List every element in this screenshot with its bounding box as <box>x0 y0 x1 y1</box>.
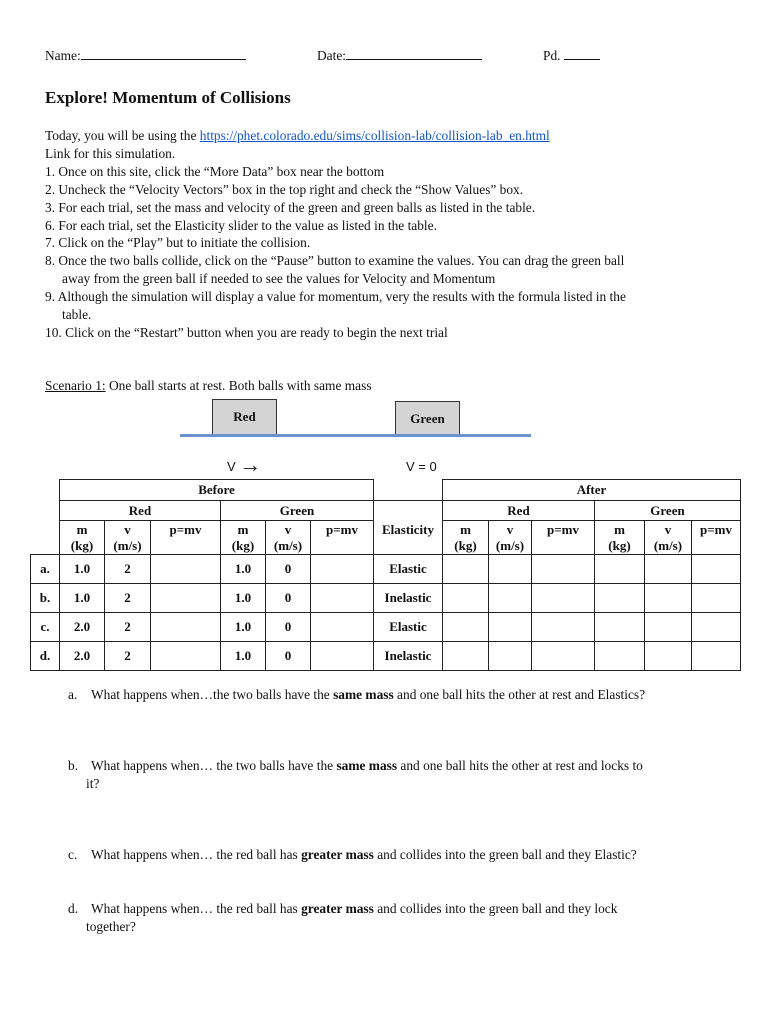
row-label: d. <box>31 642 60 671</box>
red-ball: Red <box>212 399 277 435</box>
col-momentum: p=mv <box>532 521 595 555</box>
instruction-6: 6. For each trial, set the Elasticity slider to the value as listed in the table. <box>45 218 437 233</box>
after-green-momentum-cell[interactable] <box>692 555 741 584</box>
after-red-velocity-cell[interactable] <box>489 642 532 671</box>
col-mass: m (kg) <box>60 521 105 555</box>
before-green-momentum-cell[interactable] <box>311 642 374 671</box>
instruction-10: 10. Click on the “Restart” button when you are ready to begin the next trial <box>45 325 448 340</box>
period-label: Pd. <box>543 48 561 63</box>
track-line <box>180 434 531 437</box>
question-text: What happens when… the red ball has greater mass and collides into the green ball and they Elastic? <box>91 847 637 862</box>
page-title: Explore! Momentum of Collisions <box>45 88 291 107</box>
intro-text: Today, you will be using the <box>45 128 200 143</box>
intro-link-caption: Link for this simulation. <box>45 146 176 161</box>
after-green-velocity-cell[interactable] <box>645 642 692 671</box>
before-green-header: Green <box>221 501 374 521</box>
period-blank[interactable] <box>564 47 600 60</box>
instruction-9-cont: table. <box>62 307 92 322</box>
after-red-velocity-cell[interactable] <box>489 555 532 584</box>
after-red-velocity-cell[interactable] <box>489 613 532 642</box>
table-gap <box>374 480 443 501</box>
red-velocity <box>227 452 261 480</box>
col-momentum: p=mv <box>692 521 741 555</box>
before-green-mass: 1.0 <box>221 555 266 584</box>
elasticity-header: Elasticity <box>374 501 443 555</box>
row-label: a. <box>31 555 60 584</box>
before-red-mass: 2.0 <box>60 613 105 642</box>
question-label: a. <box>68 687 78 702</box>
col-velocity: v (m/s) <box>645 521 692 555</box>
after-red-mass-cell[interactable] <box>443 613 489 642</box>
before-red-momentum-cell[interactable] <box>151 642 221 671</box>
row-label: c. <box>31 613 60 642</box>
question-label: c. <box>68 847 78 862</box>
before-green-momentum-cell[interactable] <box>311 613 374 642</box>
instruction-7: 7. Click on the “Play” but to initiate the collision. <box>45 235 311 250</box>
col-velocity: v (m/s) <box>266 521 311 555</box>
red-velocity-label: V <box>227 459 236 474</box>
question-c <box>68 846 748 866</box>
before-green-velocity: 0 <box>266 613 311 642</box>
after-red-momentum-cell[interactable] <box>532 584 595 613</box>
before-red-momentum-cell[interactable] <box>151 555 221 584</box>
after-red-momentum-cell[interactable] <box>532 555 595 584</box>
col-velocity: v (m/s) <box>489 521 532 555</box>
table-corner <box>31 501 60 521</box>
after-red-velocity-cell[interactable] <box>489 584 532 613</box>
question-b <box>68 757 748 797</box>
before-red-momentum-cell[interactable] <box>151 584 221 613</box>
intro-line <box>45 127 550 145</box>
before-red-mass: 1.0 <box>60 555 105 584</box>
after-red-momentum-cell[interactable] <box>532 613 595 642</box>
col-momentum: p=mv <box>311 521 374 555</box>
question-text: What happens when… the red ball has greater mass and collides into the green ball and they lock <box>91 901 618 916</box>
table-corner <box>31 521 60 555</box>
question-label: d. <box>68 901 79 916</box>
after-green-header: Green <box>595 501 741 521</box>
table-row <box>31 642 741 671</box>
name-label: Name: <box>45 48 81 63</box>
scenario-label: Scenario 1: <box>45 378 106 393</box>
after-header: After <box>443 480 741 501</box>
collision-data-table <box>30 479 741 671</box>
question-text-cont: together? <box>86 919 136 934</box>
instruction-9: 9. Although the simulation will display a value for momentum, very the results with the formula listed in the <box>45 289 626 304</box>
after-red-mass-cell[interactable] <box>443 584 489 613</box>
col-velocity: v (m/s) <box>105 521 151 555</box>
after-green-momentum-cell[interactable] <box>692 642 741 671</box>
question-label: b. <box>68 758 79 773</box>
question-text: What happens when…the two balls have the same mass and one ball hits the other at rest and Elastics? <box>91 687 646 702</box>
col-mass: m (kg) <box>221 521 266 555</box>
after-green-mass-cell[interactable] <box>595 613 645 642</box>
after-green-velocity-cell[interactable] <box>645 613 692 642</box>
question-text: What happens when… the two balls have the same mass and one ball hits the other at rest and locks to <box>91 758 643 773</box>
after-green-momentum-cell[interactable] <box>692 613 741 642</box>
before-red-header: Red <box>60 501 221 521</box>
green-velocity: V = 0 <box>406 459 437 474</box>
instruction-3: 3. For each trial, set the mass and velocity of the green and green balls as listed in the table. <box>45 200 536 215</box>
simulation-link[interactable]: https://phet.colorado.edu/sims/collision-lab/collision-lab_en.html <box>199 128 550 143</box>
col-mass: m (kg) <box>443 521 489 555</box>
before-green-momentum-cell[interactable] <box>311 584 374 613</box>
table-row <box>31 584 741 613</box>
instruction-8-cont: away from the green ball if needed to see the values for Velocity and Momentum <box>62 271 496 286</box>
instruction-2: 2. Uncheck the “Velocity Vectors” box in the top right and check the “Show Values” box. <box>45 182 524 197</box>
before-red-mass: 2.0 <box>60 642 105 671</box>
instruction-8: 8. Once the two balls collide, click on the “Pause” button to examine the values. You can drag the green ball <box>45 253 625 268</box>
after-green-momentum-cell[interactable] <box>692 584 741 613</box>
name-blank[interactable] <box>81 47 246 60</box>
before-green-velocity: 0 <box>266 584 311 613</box>
elasticity-value: Inelastic <box>374 584 443 613</box>
before-green-momentum-cell[interactable] <box>311 555 374 584</box>
name-field <box>45 47 246 64</box>
before-green-mass: 1.0 <box>221 642 266 671</box>
before-header: Before <box>60 480 374 501</box>
question-a <box>68 686 748 706</box>
before-green-mass: 1.0 <box>221 584 266 613</box>
before-red-velocity: 2 <box>105 555 151 584</box>
before-red-velocity: 2 <box>105 584 151 613</box>
after-green-mass-cell[interactable] <box>595 584 645 613</box>
after-green-velocity-cell[interactable] <box>645 584 692 613</box>
table-row <box>31 613 741 642</box>
after-green-mass-cell[interactable] <box>595 555 645 584</box>
elasticity-value: Elastic <box>374 555 443 584</box>
table-row <box>31 555 741 584</box>
after-red-mass-cell[interactable] <box>443 642 489 671</box>
scenario-description: One ball starts at rest. Both balls with same mass <box>105 378 372 393</box>
question-d <box>68 900 748 940</box>
col-momentum: p=mv <box>151 521 221 555</box>
elasticity-value: Elastic <box>374 613 443 642</box>
period-field <box>543 47 600 64</box>
after-red-momentum-cell[interactable] <box>532 642 595 671</box>
before-green-mass: 1.0 <box>221 613 266 642</box>
after-red-header: Red <box>443 501 595 521</box>
date-blank[interactable] <box>346 47 482 60</box>
after-green-velocity-cell[interactable] <box>645 555 692 584</box>
row-label: b. <box>31 584 60 613</box>
instruction-1: 1. Once on this site, click the “More Data” box near the bottom <box>45 164 385 179</box>
table-corner <box>31 480 60 501</box>
before-green-velocity: 0 <box>266 642 311 671</box>
before-red-momentum-cell[interactable] <box>151 613 221 642</box>
before-red-mass: 1.0 <box>60 584 105 613</box>
date-field <box>317 47 482 64</box>
after-green-mass-cell[interactable] <box>595 642 645 671</box>
before-red-velocity: 2 <box>105 642 151 671</box>
scenario-heading <box>45 377 372 395</box>
before-red-velocity: 2 <box>105 613 151 642</box>
question-text-cont: it? <box>86 776 100 791</box>
green-ball: Green <box>395 401 460 437</box>
after-red-mass-cell[interactable] <box>443 555 489 584</box>
date-label: Date: <box>317 48 346 63</box>
col-mass: m (kg) <box>595 521 645 555</box>
arrow-right-icon: → <box>239 452 262 477</box>
before-green-velocity: 0 <box>266 555 311 584</box>
elasticity-value: Inelastic <box>374 642 443 671</box>
